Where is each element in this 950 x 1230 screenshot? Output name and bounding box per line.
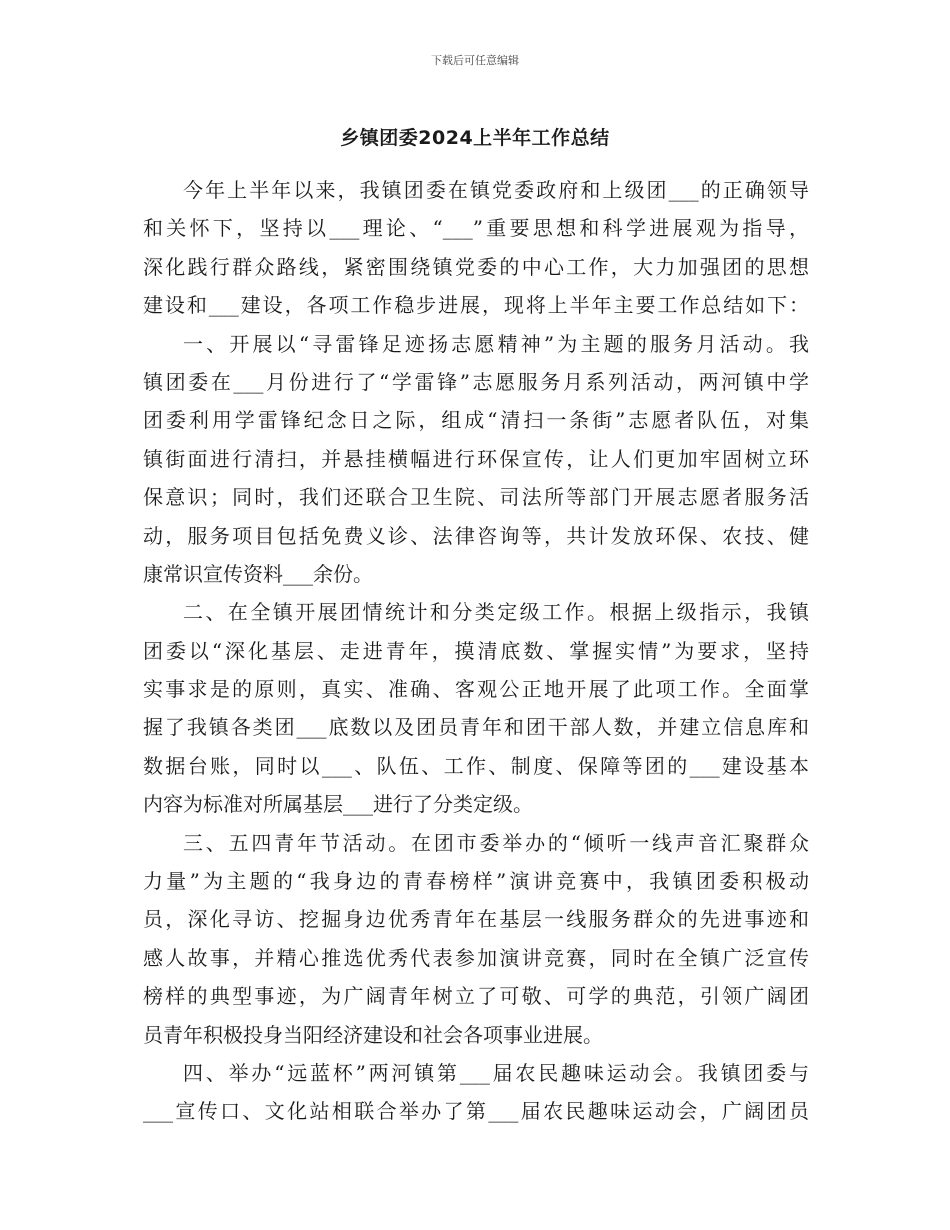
text-line: 二、在全镇开展团情统计和分类定级工作。根据上级指示，我镇	[183, 600, 809, 625]
text-line: 实事求是的原则，真实、准确、客观公正地开展了此项工作。全面掌	[143, 677, 809, 702]
paragraph-section-4	[143, 1054, 809, 1131]
text-line: 四、举办“远蓝杯”两河镇第___届农民趣味运动会。我镇团委与	[183, 1060, 809, 1085]
text-line: 镇团委在___月份进行了“学雷锋”志愿服务月系列活动，两河镇中学	[143, 369, 809, 394]
text-line: 动，服务项目包括免费义诊、法律咨询等，共计发放环保、农技、健	[143, 523, 809, 548]
text-line: 和关怀下，坚持以___理论、“___”重要思想和科学进展观为指导，	[143, 216, 809, 241]
text-line: 内容为标准对所属基层___进行了分类定级。	[143, 792, 533, 817]
text-line: 一、开展以“寻雷锋足迹扬志愿精神”为主题的服务月活动。我	[183, 331, 809, 356]
text-line: 数据台账，同时以___、队伍、工作、制度、保障等团的___建设基本	[143, 753, 809, 778]
text-line: 深化践行群众路线，紧密围绕镇党委的中心工作，大力加强团的思想	[143, 254, 809, 279]
text-line: 感人故事，并精心推选优秀代表参加演讲竞赛，同时在全镇广泛宣传	[143, 945, 809, 970]
text-line: 团委以“深化基层、走进青年，摸清底数、掌握实情”为要求，坚持	[143, 638, 809, 663]
paragraph-section-1	[143, 325, 809, 594]
page-header-note: 下载后可任意编辑	[431, 54, 519, 67]
text-line: 员青年积极投身当阳经济建设和社会各项事业进展。	[143, 1022, 603, 1047]
text-line: 握了我镇各类团___底数以及团员青年和团干部人数，并建立信息库和	[143, 715, 809, 740]
text-line: 今年上半年以来，我镇团委在镇党委政府和上级团___的正确领导	[183, 178, 809, 202]
text-line: 力量”为主题的“我身边的青春榜样”演讲竞赛中，我镇团委积极动	[143, 869, 809, 894]
paragraph-section-2	[143, 593, 809, 823]
text-line: 康常识宣传资料___余份。	[143, 561, 373, 586]
text-line: 团委利用学雷锋纪念日之际，组成“清扫一条街”志愿者队伍，对集	[143, 408, 809, 433]
text-line: 保意识；同时，我们还联合卫生院、司法所等部门开展志愿者服务活	[143, 485, 809, 510]
paragraph-intro	[143, 171, 809, 325]
text-line: 建设和___建设，各项工作稳步进展，现将上半年主要工作总结如下：	[143, 293, 809, 318]
text-line: 榜样的典型事迹，为广阔青年树立了可敬、可学的典范，引领广阔团	[143, 984, 809, 1009]
document-body	[143, 171, 809, 1131]
text-line: 镇街面进行清扫，并悬挂横幅进行环保宣传，让人们更加牢固树立环	[143, 446, 809, 471]
paragraph-section-3	[143, 824, 809, 1054]
text-line: ___宣传口、文化站相联合举办了第___届农民趣味运动会，广阔团员	[143, 1099, 809, 1124]
document-title: 乡镇团委2024上半年工作总结	[340, 127, 610, 149]
text-line: 员，深化寻访、挖掘身边优秀青年在基层一线服务群众的先进事迹和	[143, 907, 809, 932]
text-line: 三、五四青年节活动。在团市委举办的“倾听一线声音汇聚群众	[183, 830, 809, 855]
